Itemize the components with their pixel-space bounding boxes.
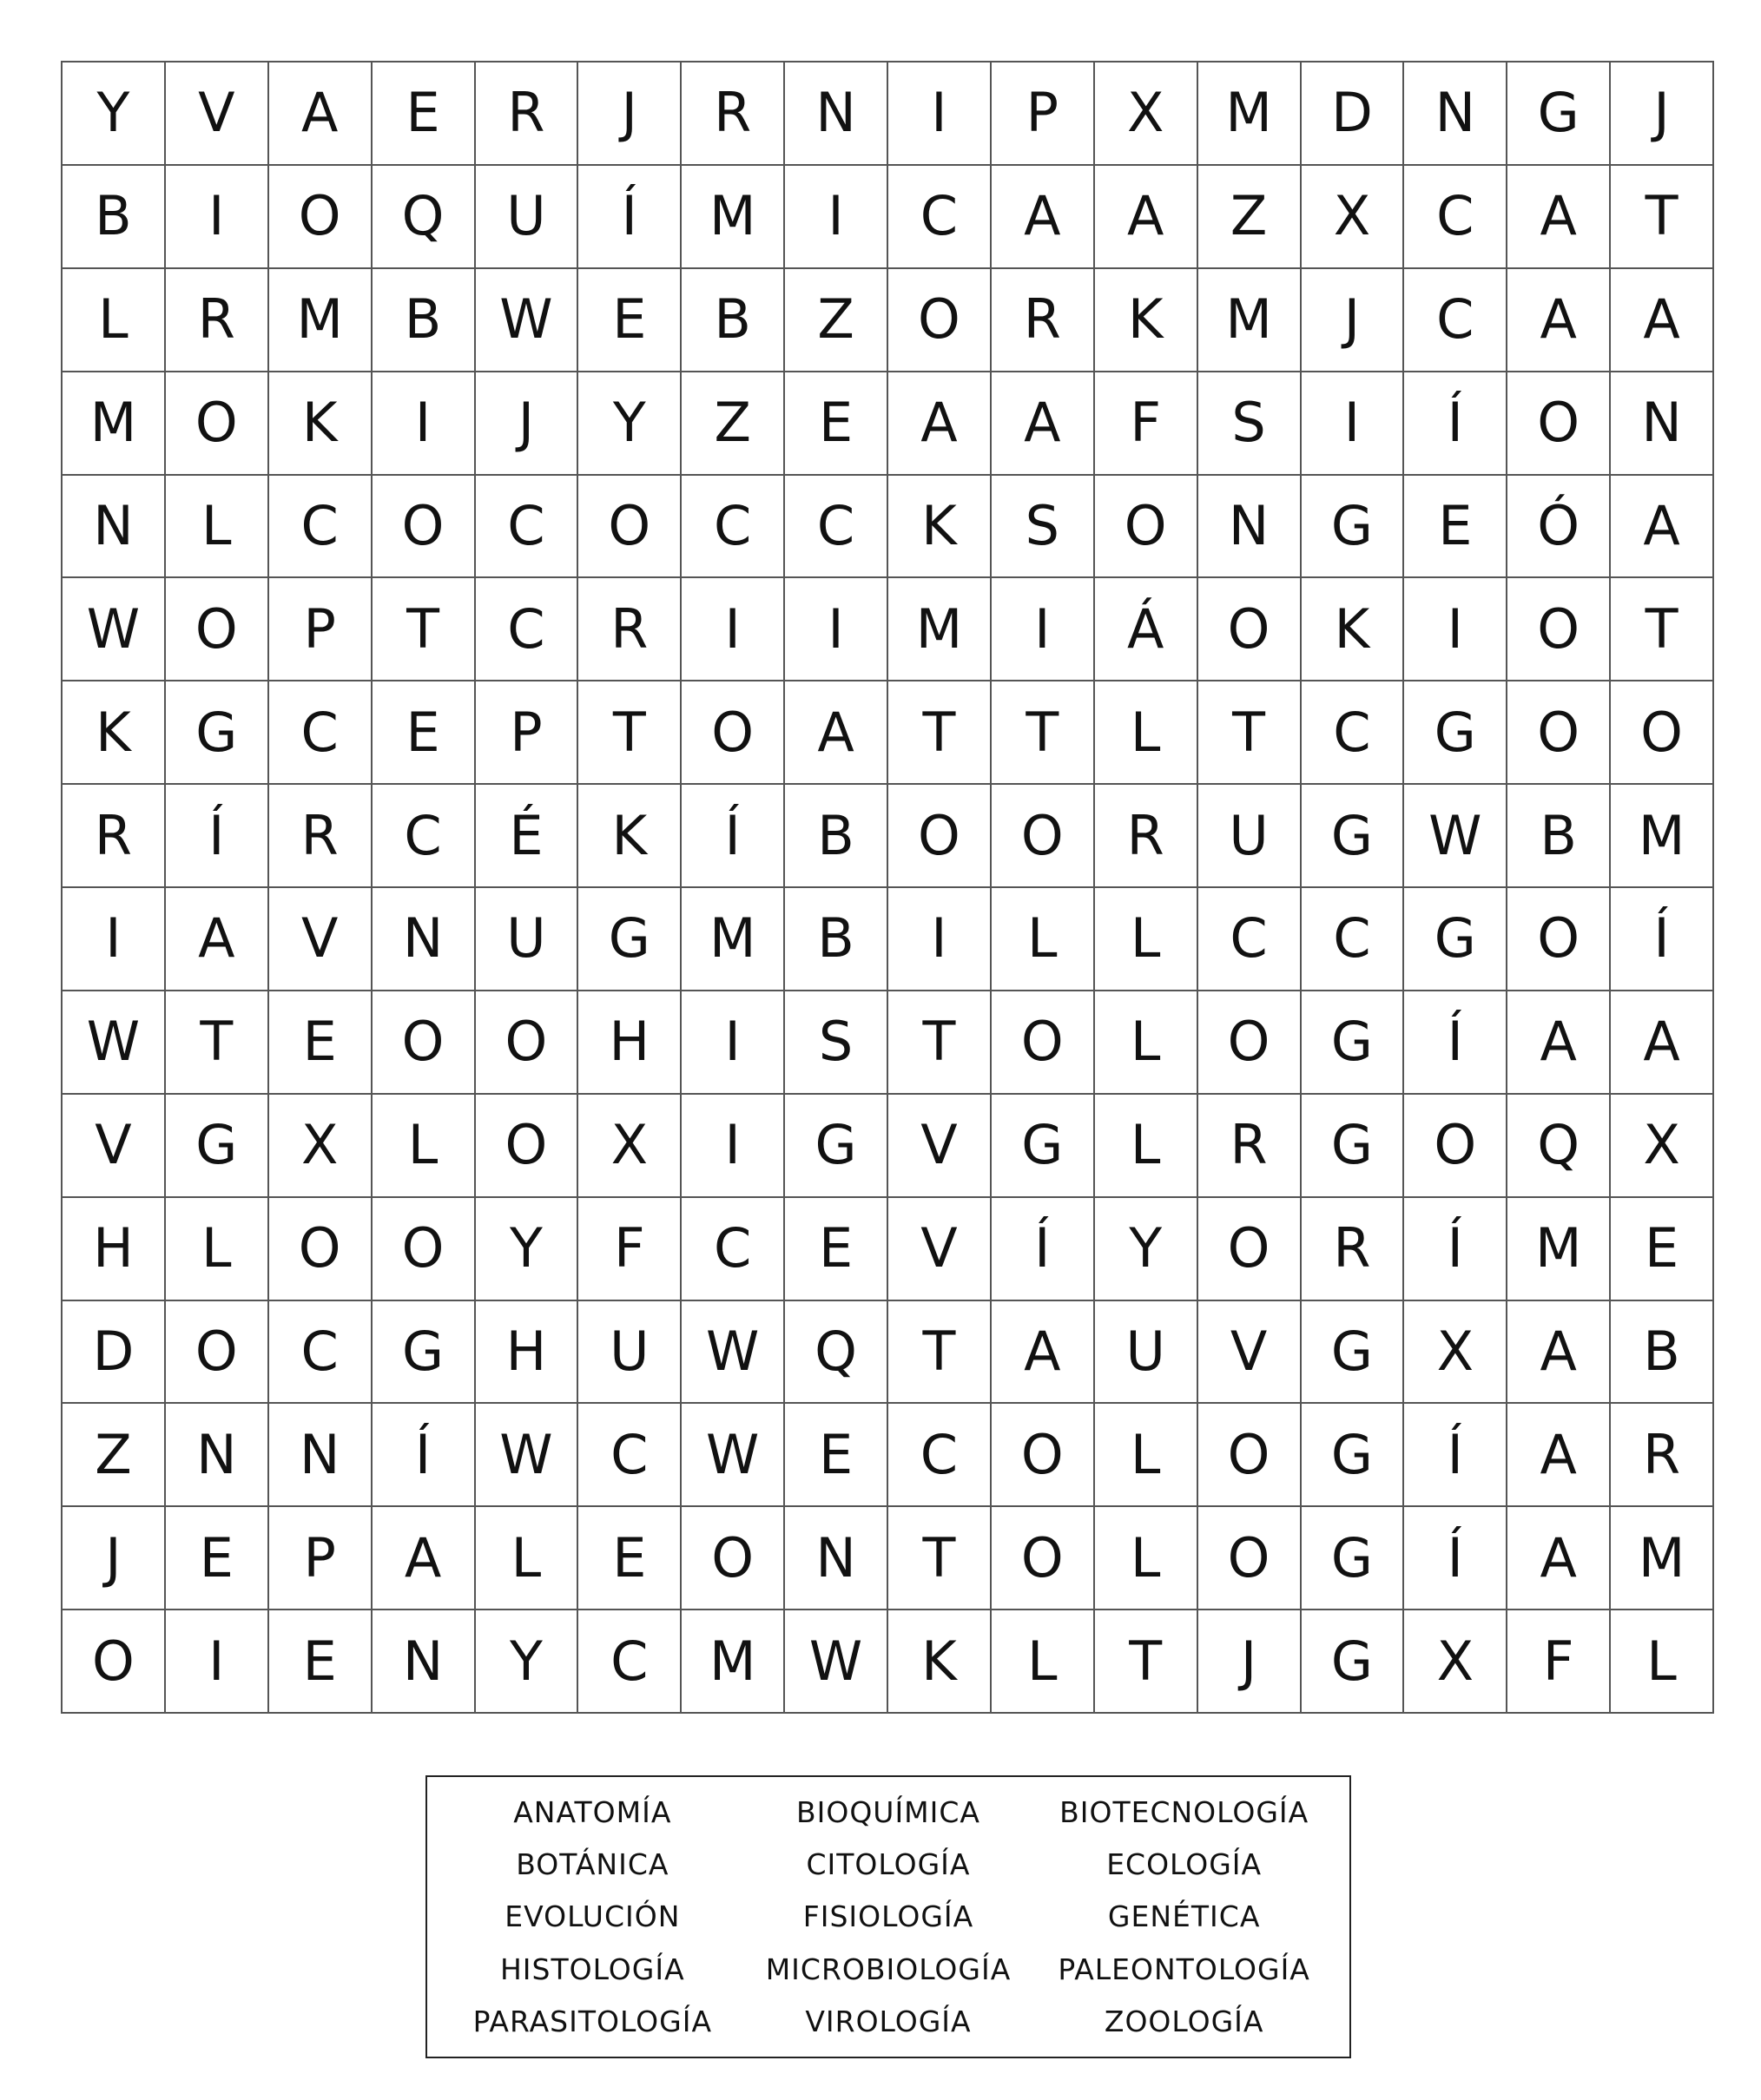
grid-cell[interactable]: N bbox=[1611, 372, 1714, 476]
word-list-item: ECOLOGÍA bbox=[1106, 1847, 1263, 1882]
grid-cell[interactable]: V bbox=[888, 1198, 992, 1301]
grid-cell[interactable]: M bbox=[1507, 1198, 1611, 1301]
grid-cell[interactable]: N bbox=[373, 1610, 476, 1714]
word-list-item: BIOTECNOLOGÍA bbox=[1059, 1794, 1309, 1829]
grid-cell[interactable]: Y bbox=[63, 63, 166, 166]
grid-cell[interactable]: M bbox=[1198, 63, 1302, 166]
grid-cell[interactable]: O bbox=[1198, 1198, 1302, 1301]
grid-cell[interactable]: A bbox=[166, 888, 269, 991]
grid-cell[interactable]: G bbox=[1302, 1507, 1405, 1610]
grid-cell[interactable]: C bbox=[578, 1404, 682, 1507]
grid-cell[interactable]: N bbox=[269, 1404, 373, 1507]
grid-cell[interactable]: F bbox=[578, 1198, 682, 1301]
grid-cell[interactable]: U bbox=[578, 1301, 682, 1405]
grid-cell[interactable]: R bbox=[1611, 1404, 1714, 1507]
grid-cell[interactable]: G bbox=[1404, 888, 1507, 991]
grid-cell[interactable]: I bbox=[373, 372, 476, 476]
grid-cell[interactable]: Í bbox=[1404, 1198, 1507, 1301]
grid-cell[interactable]: Y bbox=[476, 1610, 579, 1714]
grid-cell[interactable]: T bbox=[1611, 578, 1714, 681]
grid-cell[interactable]: Í bbox=[373, 1404, 476, 1507]
grid-cell[interactable]: N bbox=[785, 63, 888, 166]
grid-cell[interactable]: G bbox=[1302, 1404, 1405, 1507]
grid-cell[interactable]: Í bbox=[1404, 1507, 1507, 1610]
grid-cell[interactable]: A bbox=[269, 63, 373, 166]
grid-cell[interactable]: L bbox=[1095, 991, 1198, 1095]
grid-cell[interactable]: T bbox=[888, 991, 992, 1095]
grid-cell[interactable]: V bbox=[888, 1095, 992, 1198]
grid-cell[interactable]: J bbox=[1611, 63, 1714, 166]
grid-cell[interactable]: A bbox=[1507, 1507, 1611, 1610]
grid-cell[interactable]: G bbox=[1404, 681, 1507, 785]
grid-cell[interactable]: K bbox=[888, 476, 992, 579]
grid-cell[interactable]: R bbox=[578, 578, 682, 681]
grid-cell[interactable]: K bbox=[269, 372, 373, 476]
word-list-item: FISIOLOGÍA bbox=[802, 1899, 974, 1934]
grid-cell[interactable]: A bbox=[992, 166, 1095, 269]
grid-cell[interactable]: V bbox=[269, 888, 373, 991]
grid-cell[interactable]: B bbox=[63, 166, 166, 269]
grid-cell[interactable]: O bbox=[1404, 1095, 1507, 1198]
word-list-item: PALEONTOLOGÍA bbox=[1058, 1952, 1310, 1986]
grid-cell[interactable]: T bbox=[1095, 1610, 1198, 1714]
grid-cell[interactable]: U bbox=[1095, 1301, 1198, 1405]
word-list-item: VIROLOGÍA bbox=[805, 2005, 972, 2039]
grid-cell[interactable]: R bbox=[992, 269, 1095, 372]
grid-cell[interactable]: R bbox=[1198, 1095, 1302, 1198]
grid-cell[interactable]: T bbox=[888, 681, 992, 785]
grid-cell[interactable]: A bbox=[1095, 166, 1198, 269]
grid-cell[interactable]: C bbox=[269, 476, 373, 579]
grid-cell[interactable]: C bbox=[1198, 888, 1302, 991]
grid-cell[interactable]: O bbox=[578, 476, 682, 579]
grid-cell[interactable]: G bbox=[166, 1095, 269, 1198]
grid-cell[interactable]: I bbox=[888, 63, 992, 166]
word-list-item: ZOOLOGÍA bbox=[1104, 2005, 1264, 2039]
grid-cell[interactable]: C bbox=[888, 166, 992, 269]
grid-cell[interactable]: R bbox=[269, 785, 373, 888]
grid-cell[interactable]: G bbox=[373, 1301, 476, 1405]
grid-cell[interactable]: I bbox=[682, 991, 785, 1095]
grid-cell[interactable]: M bbox=[682, 166, 785, 269]
grid-cell[interactable]: A bbox=[1611, 991, 1714, 1095]
grid-cell[interactable]: T bbox=[578, 681, 682, 785]
grid-cell[interactable]: B bbox=[785, 888, 888, 991]
grid-cell[interactable]: C bbox=[785, 476, 888, 579]
grid-cell[interactable]: W bbox=[682, 1404, 785, 1507]
grid-cell[interactable]: Í bbox=[682, 785, 785, 888]
grid-cell[interactable]: O bbox=[1198, 1404, 1302, 1507]
grid-cell[interactable]: L bbox=[63, 269, 166, 372]
grid-cell[interactable]: O bbox=[1095, 476, 1198, 579]
grid-cell[interactable]: H bbox=[63, 1198, 166, 1301]
grid-cell[interactable]: E bbox=[373, 63, 476, 166]
word-list-item: PARASITOLOGÍA bbox=[472, 2005, 713, 2039]
grid-cell[interactable]: Í bbox=[1404, 991, 1507, 1095]
grid-cell[interactable]: N bbox=[1404, 63, 1507, 166]
grid-cell[interactable]: M bbox=[63, 372, 166, 476]
grid-cell[interactable]: O bbox=[373, 476, 476, 579]
grid-cell[interactable]: G bbox=[1302, 991, 1405, 1095]
grid-cell[interactable]: A bbox=[1507, 1301, 1611, 1405]
grid-cell[interactable]: M bbox=[682, 1610, 785, 1714]
grid-cell[interactable]: E bbox=[166, 1507, 269, 1610]
grid-cell[interactable]: X bbox=[578, 1095, 682, 1198]
grid-cell[interactable]: L bbox=[1095, 1095, 1198, 1198]
grid-cell[interactable]: C bbox=[476, 578, 579, 681]
grid-cell[interactable]: M bbox=[888, 578, 992, 681]
grid-cell[interactable]: M bbox=[269, 269, 373, 372]
grid-cell[interactable]: T bbox=[888, 1301, 992, 1405]
grid-cell[interactable]: C bbox=[682, 476, 785, 579]
grid-cell[interactable]: L bbox=[166, 1198, 269, 1301]
grid-cell[interactable]: K bbox=[578, 785, 682, 888]
grid-cell[interactable]: L bbox=[992, 888, 1095, 991]
grid-cell[interactable]: J bbox=[1198, 1610, 1302, 1714]
grid-cell[interactable]: Y bbox=[1095, 1198, 1198, 1301]
grid-cell[interactable]: I bbox=[992, 578, 1095, 681]
grid-cell[interactable]: T bbox=[166, 991, 269, 1095]
word-list-item: GENÉTICA bbox=[1107, 1899, 1261, 1934]
grid-cell[interactable]: E bbox=[1404, 476, 1507, 579]
grid-cell[interactable]: N bbox=[1198, 476, 1302, 579]
grid-cell[interactable]: A bbox=[888, 372, 992, 476]
grid-cell[interactable]: E bbox=[373, 681, 476, 785]
grid-cell[interactable]: E bbox=[578, 1507, 682, 1610]
grid-cell[interactable]: I bbox=[166, 166, 269, 269]
grid-cell[interactable]: W bbox=[476, 269, 579, 372]
grid-cell[interactable]: O bbox=[63, 1610, 166, 1714]
grid-cell[interactable]: A bbox=[1507, 166, 1611, 269]
grid-cell[interactable]: V bbox=[1198, 1301, 1302, 1405]
grid-cell[interactable]: N bbox=[785, 1507, 888, 1610]
grid-cell[interactable]: W bbox=[1404, 785, 1507, 888]
grid-cell[interactable]: L bbox=[1095, 681, 1198, 785]
grid-cell[interactable]: I bbox=[166, 1610, 269, 1714]
grid-cell[interactable]: P bbox=[269, 578, 373, 681]
grid-cell[interactable]: T bbox=[373, 578, 476, 681]
grid-cell[interactable]: M bbox=[1611, 785, 1714, 888]
grid-cell[interactable]: M bbox=[1611, 1507, 1714, 1610]
grid-cell[interactable]: B bbox=[1507, 785, 1611, 888]
grid-cell[interactable]: C bbox=[373, 785, 476, 888]
grid-cell[interactable]: I bbox=[785, 578, 888, 681]
grid-cell[interactable]: Y bbox=[476, 1198, 579, 1301]
grid-cell[interactable]: Í bbox=[1404, 372, 1507, 476]
grid-cell[interactable]: R bbox=[63, 785, 166, 888]
grid-cell[interactable]: M bbox=[682, 888, 785, 991]
grid-cell[interactable]: X bbox=[269, 1095, 373, 1198]
grid-cell[interactable]: U bbox=[1198, 785, 1302, 888]
grid-cell[interactable]: D bbox=[1302, 63, 1405, 166]
grid-cell[interactable]: C bbox=[476, 476, 579, 579]
grid-cell[interactable]: F bbox=[1507, 1610, 1611, 1714]
grid-cell[interactable]: O bbox=[1198, 578, 1302, 681]
grid-cell[interactable]: A bbox=[1507, 269, 1611, 372]
grid-cell[interactable]: E bbox=[785, 372, 888, 476]
grid-cell[interactable]: A bbox=[1507, 1404, 1611, 1507]
grid-cell[interactable]: M bbox=[1198, 269, 1302, 372]
grid-cell[interactable]: T bbox=[888, 1507, 992, 1610]
grid-cell[interactable]: H bbox=[476, 1301, 579, 1405]
grid-cell[interactable]: I bbox=[785, 166, 888, 269]
grid-cell[interactable]: O bbox=[269, 1198, 373, 1301]
grid-cell[interactable]: C bbox=[269, 1301, 373, 1405]
grid-cell[interactable]: C bbox=[1404, 166, 1507, 269]
grid-cell[interactable]: R bbox=[682, 63, 785, 166]
grid-cell[interactable]: L bbox=[1095, 1507, 1198, 1610]
grid-cell[interactable]: E bbox=[785, 1404, 888, 1507]
grid-cell[interactable]: R bbox=[1302, 1198, 1405, 1301]
grid-cell[interactable]: A bbox=[992, 1301, 1095, 1405]
grid-cell[interactable]: B bbox=[682, 269, 785, 372]
grid-cell[interactable]: Y bbox=[578, 372, 682, 476]
grid-cell[interactable]: Q bbox=[1507, 1095, 1611, 1198]
grid-cell[interactable]: O bbox=[373, 991, 476, 1095]
grid-cell[interactable]: G bbox=[1302, 1095, 1405, 1198]
grid-cell[interactable]: A bbox=[1507, 991, 1611, 1095]
grid-cell[interactable]: O bbox=[992, 785, 1095, 888]
grid-cell[interactable]: E bbox=[785, 1198, 888, 1301]
grid-cell[interactable]: C bbox=[578, 1610, 682, 1714]
grid-cell[interactable]: K bbox=[888, 1610, 992, 1714]
grid-cell[interactable]: A bbox=[785, 681, 888, 785]
grid-cell[interactable]: E bbox=[1611, 1198, 1714, 1301]
grid-cell[interactable]: T bbox=[1611, 166, 1714, 269]
grid-cell[interactable]: S bbox=[1198, 372, 1302, 476]
grid-cell[interactable]: I bbox=[1404, 578, 1507, 681]
grid-cell[interactable]: O bbox=[1507, 888, 1611, 991]
grid-cell[interactable]: E bbox=[269, 991, 373, 1095]
grid-cell[interactable]: D bbox=[63, 1301, 166, 1405]
grid-cell[interactable]: O bbox=[682, 681, 785, 785]
word-list-item: CITOLOGÍA bbox=[806, 1847, 971, 1882]
grid-cell[interactable]: I bbox=[888, 888, 992, 991]
letter-grid bbox=[61, 61, 1714, 1714]
word-list-item: ANATOMÍA bbox=[513, 1794, 672, 1829]
grid-cell[interactable]: Q bbox=[785, 1301, 888, 1405]
grid-cell[interactable]: L bbox=[1611, 1610, 1714, 1714]
grid-cell[interactable]: O bbox=[992, 1507, 1095, 1610]
grid-cell[interactable]: H bbox=[578, 991, 682, 1095]
grid-cell[interactable]: O bbox=[1198, 991, 1302, 1095]
grid-cell[interactable]: E bbox=[269, 1610, 373, 1714]
grid-cell[interactable]: C bbox=[1404, 269, 1507, 372]
grid-cell[interactable]: O bbox=[1507, 578, 1611, 681]
grid-cell[interactable]: Á bbox=[1095, 578, 1198, 681]
grid-cell[interactable]: R bbox=[1095, 785, 1198, 888]
grid-cell[interactable]: N bbox=[166, 1404, 269, 1507]
grid-cell[interactable]: W bbox=[682, 1301, 785, 1405]
grid-cell[interactable]: R bbox=[476, 63, 579, 166]
grid-cell[interactable]: X bbox=[1611, 1095, 1714, 1198]
grid-cell[interactable]: B bbox=[373, 269, 476, 372]
grid-cell[interactable]: O bbox=[373, 1198, 476, 1301]
grid-cell[interactable]: O bbox=[1507, 681, 1611, 785]
grid-cell[interactable]: W bbox=[63, 578, 166, 681]
grid-cell[interactable]: G bbox=[1507, 63, 1611, 166]
grid-cell[interactable]: E bbox=[578, 269, 682, 372]
grid-cell[interactable]: O bbox=[166, 578, 269, 681]
grid-cell[interactable]: W bbox=[476, 1404, 579, 1507]
grid-cell[interactable]: A bbox=[1611, 476, 1714, 579]
grid-cell[interactable]: L bbox=[373, 1095, 476, 1198]
grid-cell[interactable]: O bbox=[992, 1404, 1095, 1507]
grid-cell[interactable]: G bbox=[1302, 785, 1405, 888]
grid-cell[interactable]: C bbox=[1302, 681, 1405, 785]
grid-cell[interactable]: J bbox=[1302, 269, 1405, 372]
grid-cell[interactable]: I bbox=[682, 1095, 785, 1198]
grid-cell[interactable]: X bbox=[1302, 166, 1405, 269]
grid-cell[interactable]: Í bbox=[992, 1198, 1095, 1301]
grid-cell[interactable]: I bbox=[1302, 372, 1405, 476]
grid-cell[interactable]: I bbox=[682, 578, 785, 681]
grid-cell[interactable]: S bbox=[992, 476, 1095, 579]
grid-cell[interactable]: É bbox=[476, 785, 579, 888]
grid-cell[interactable]: B bbox=[1611, 1301, 1714, 1405]
grid-cell[interactable]: O bbox=[992, 991, 1095, 1095]
grid-cell[interactable]: W bbox=[63, 991, 166, 1095]
grid-cell[interactable]: Q bbox=[373, 166, 476, 269]
grid-cell[interactable]: Z bbox=[785, 269, 888, 372]
grid-cell[interactable]: O bbox=[166, 1301, 269, 1405]
grid-cell[interactable]: A bbox=[373, 1507, 476, 1610]
grid-cell[interactable]: L bbox=[166, 476, 269, 579]
grid-cell[interactable]: K bbox=[63, 681, 166, 785]
grid-cell[interactable]: J bbox=[578, 63, 682, 166]
grid-cell[interactable]: Ó bbox=[1507, 476, 1611, 579]
grid-cell[interactable]: C bbox=[269, 681, 373, 785]
grid-cell[interactable]: G bbox=[1302, 1301, 1405, 1405]
grid-cell[interactable]: O bbox=[476, 1095, 579, 1198]
grid-cell[interactable]: Í bbox=[1404, 1404, 1507, 1507]
word-list-item: BIOQUÍMICA bbox=[795, 1794, 980, 1829]
word-list-item: MICROBIOLOGÍA bbox=[765, 1952, 1012, 1986]
grid-cell[interactable]: O bbox=[166, 372, 269, 476]
grid-cell[interactable]: F bbox=[1095, 372, 1198, 476]
grid-cell[interactable]: Z bbox=[1198, 166, 1302, 269]
grid-cell[interactable]: O bbox=[269, 166, 373, 269]
grid-cell[interactable]: Í bbox=[1611, 888, 1714, 991]
grid-cell[interactable]: O bbox=[888, 269, 992, 372]
grid-cell[interactable]: K bbox=[1095, 269, 1198, 372]
grid-cell[interactable]: L bbox=[992, 1610, 1095, 1714]
word-list-item: EVOLUCIÓN bbox=[505, 1899, 681, 1934]
grid-cell[interactable]: X bbox=[1404, 1301, 1507, 1405]
grid-cell[interactable]: U bbox=[476, 166, 579, 269]
grid-cell[interactable]: R bbox=[166, 269, 269, 372]
grid-cell[interactable]: Z bbox=[682, 372, 785, 476]
grid-cell[interactable]: C bbox=[888, 1404, 992, 1507]
grid-cell[interactable]: Í bbox=[166, 785, 269, 888]
grid-cell[interactable]: P bbox=[476, 681, 579, 785]
grid-cell[interactable]: G bbox=[166, 681, 269, 785]
grid-cell[interactable]: W bbox=[785, 1610, 888, 1714]
grid-cell[interactable]: X bbox=[1404, 1610, 1507, 1714]
grid-cell[interactable]: V bbox=[63, 1095, 166, 1198]
grid-cell[interactable]: G bbox=[1302, 1610, 1405, 1714]
grid-cell[interactable]: Z bbox=[63, 1404, 166, 1507]
grid-cell[interactable]: C bbox=[1302, 888, 1405, 991]
grid-cell[interactable]: P bbox=[992, 63, 1095, 166]
grid-cell[interactable]: L bbox=[1095, 888, 1198, 991]
grid-cell[interactable]: A bbox=[1611, 269, 1714, 372]
grid-cell[interactable]: G bbox=[785, 1095, 888, 1198]
grid-cell[interactable]: L bbox=[476, 1507, 579, 1610]
grid-cell[interactable]: G bbox=[578, 888, 682, 991]
grid-cell[interactable]: O bbox=[1611, 681, 1714, 785]
grid-cell[interactable]: S bbox=[785, 991, 888, 1095]
grid-cell[interactable]: J bbox=[476, 372, 579, 476]
grid-cell[interactable]: O bbox=[1507, 372, 1611, 476]
grid-cell[interactable]: O bbox=[476, 991, 579, 1095]
grid-cell[interactable]: A bbox=[992, 372, 1095, 476]
grid-cell[interactable]: T bbox=[992, 681, 1095, 785]
grid-cell[interactable]: Í bbox=[578, 166, 682, 269]
grid-cell[interactable]: L bbox=[1095, 1404, 1198, 1507]
grid-cell[interactable]: N bbox=[373, 888, 476, 991]
grid-cell[interactable]: T bbox=[1198, 681, 1302, 785]
grid-cell[interactable]: P bbox=[269, 1507, 373, 1610]
grid-cell[interactable]: C bbox=[682, 1198, 785, 1301]
grid-cell[interactable]: V bbox=[166, 63, 269, 166]
grid-cell[interactable]: G bbox=[992, 1095, 1095, 1198]
grid-cell[interactable]: N bbox=[63, 476, 166, 579]
word-list-item: BOTÁNICA bbox=[516, 1847, 669, 1882]
grid-cell[interactable]: G bbox=[1302, 476, 1405, 579]
grid-cell[interactable]: I bbox=[63, 888, 166, 991]
grid-cell[interactable]: O bbox=[1198, 1507, 1302, 1610]
grid-cell[interactable]: B bbox=[785, 785, 888, 888]
grid-cell[interactable]: O bbox=[682, 1507, 785, 1610]
word-list-item: HISTOLOGÍA bbox=[499, 1952, 685, 1986]
grid-cell[interactable]: K bbox=[1302, 578, 1405, 681]
grid-cell[interactable]: J bbox=[63, 1507, 166, 1610]
grid-cell[interactable]: X bbox=[1095, 63, 1198, 166]
grid-cell[interactable]: U bbox=[476, 888, 579, 991]
word-list-box bbox=[425, 1775, 1351, 2058]
grid-cell[interactable]: O bbox=[888, 785, 992, 888]
